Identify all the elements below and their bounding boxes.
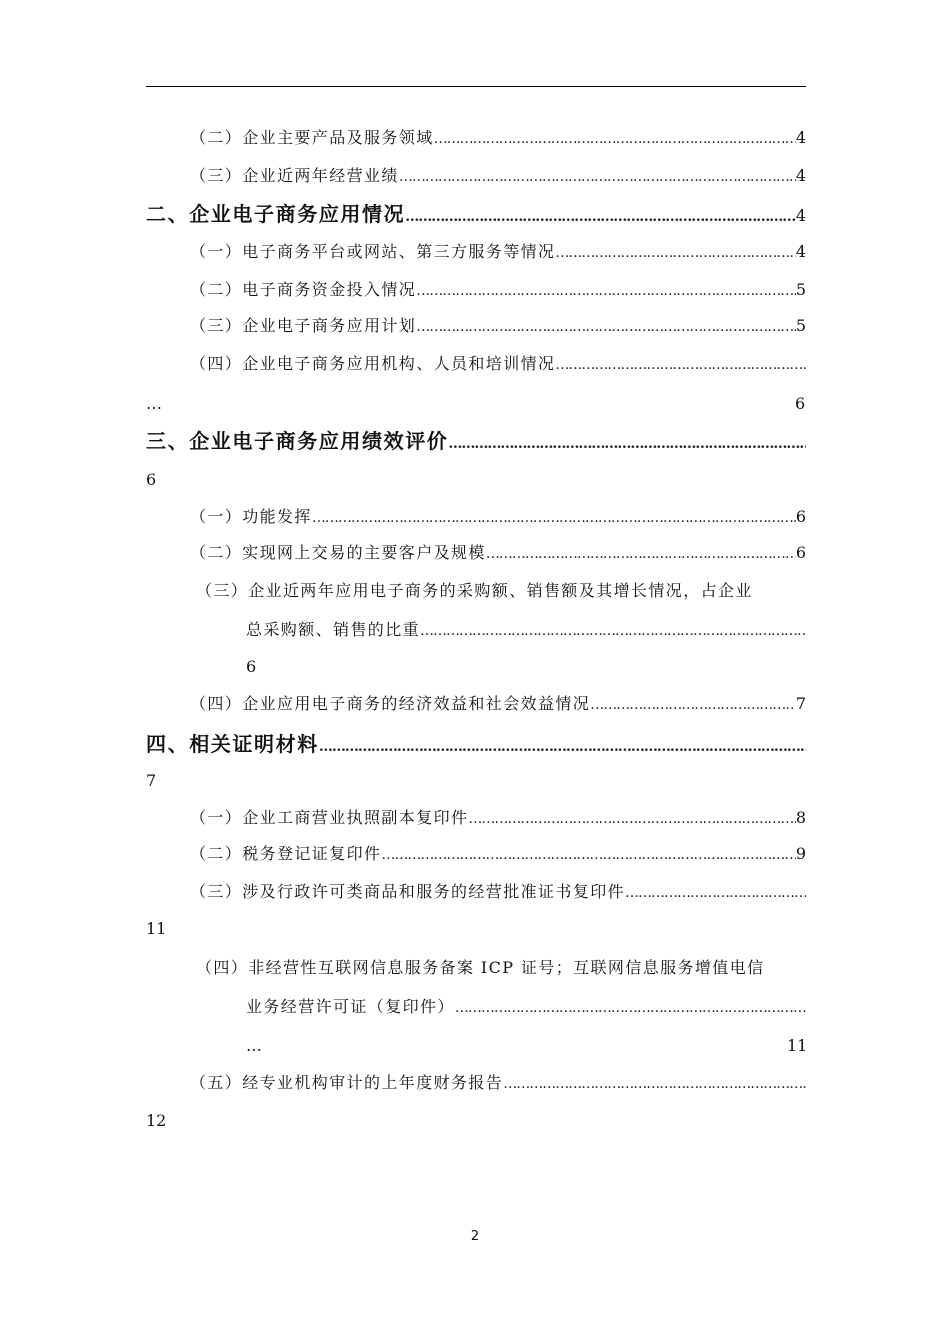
toc-entry-label: （五）经专业机构审计的上年度财务报告: [190, 1073, 504, 1092]
toc-leader-dots: [468, 804, 795, 833]
toc-entry[interactable]: [190, 803, 806, 833]
toc-page-number: 4: [795, 128, 806, 147]
toc-entry[interactable]: [190, 311, 806, 341]
toc-leader-dots-wrap: …: [246, 1036, 262, 1055]
toc-entry-label[interactable]: （四）非经营性互联网信息服务备案 ICP 证号；互联网信息服务增值电信: [196, 958, 765, 977]
toc-leader-dots: [381, 840, 795, 869]
toc-entry-label: （二）企业主要产品及服务领域: [190, 128, 434, 147]
toc-entry-label: （三）涉及行政许可类商品和服务的经营批准证书复印件: [190, 882, 626, 901]
toc-page-number: 6: [795, 543, 806, 562]
toc-leader-dots: [448, 429, 806, 456]
toc-section-heading[interactable]: [146, 199, 806, 229]
toc-leader-dots: [312, 503, 796, 532]
toc-leader-dots: [555, 238, 795, 267]
toc-entry-label: （二）实现网上交易的主要客户及规模: [190, 543, 486, 562]
toc-entry[interactable]: [190, 237, 806, 267]
toc-leader-dots: [434, 124, 796, 153]
toc-entry[interactable]: [246, 992, 806, 1022]
toc-leader-dots: [455, 993, 806, 1022]
toc-page-number: 4: [795, 206, 806, 225]
toc-entry-label: （三）企业近两年经营业绩: [190, 166, 399, 185]
toc-leader-dots: [555, 350, 806, 379]
toc-page-number: 5: [795, 316, 806, 335]
toc-page-number: 6: [146, 470, 157, 489]
toc-leader-dots: [416, 312, 796, 341]
toc-entry-label: （一）电子商务平台或网站、第三方服务等情况: [190, 242, 556, 261]
toc-leader-dots: [625, 878, 806, 907]
toc-page-number: 11: [146, 919, 167, 938]
toc-entry[interactable]: [190, 275, 806, 305]
toc-leader-dots: [503, 1069, 806, 1098]
toc-entry-label: （四）企业电子商务应用机构、人员和培训情况: [190, 354, 556, 373]
toc-entry[interactable]: [190, 349, 806, 379]
toc-page-number: 6: [246, 657, 257, 676]
toc-entry[interactable]: [246, 615, 806, 645]
toc-leader-dots-wrap: …: [146, 394, 162, 413]
toc-entry[interactable]: [190, 689, 806, 719]
toc-leader-dots: [405, 202, 796, 229]
toc-page-number: 6: [795, 507, 806, 526]
toc-entry-label: （四）企业应用电子商务的经济效益和社会效益情况: [190, 694, 591, 713]
toc-entry-label: （三）企业电子商务应用计划: [190, 316, 417, 335]
toc-page-number: 11: [787, 1036, 808, 1055]
toc-leader-dots: [319, 732, 806, 759]
toc-entry-label: （二）电子商务资金投入情况: [190, 280, 417, 299]
toc-entry[interactable]: [190, 123, 806, 153]
toc-page-number: 6: [795, 394, 806, 413]
toc-leader-dots: [486, 539, 796, 568]
toc-section-heading[interactable]: [146, 426, 806, 456]
toc-entry-label: 二、企业电子商务应用情况: [146, 202, 406, 226]
toc-entry[interactable]: [190, 877, 806, 907]
toc-section-heading[interactable]: [146, 729, 806, 759]
toc-page-number: 8: [795, 808, 806, 827]
toc-page-number: 7: [795, 694, 806, 713]
toc-page-number: 7: [146, 771, 157, 790]
header-rule: [146, 86, 806, 87]
toc-entry-label: 三、企业电子商务应用绩效评价: [146, 429, 449, 453]
toc-leader-dots: [416, 276, 796, 305]
toc-page-number: 9: [795, 844, 806, 863]
toc-entry-label: 总采购额、销售的比重: [246, 620, 421, 639]
toc-entry-label: 四、相关证明材料: [146, 732, 319, 756]
toc-entry[interactable]: [190, 161, 806, 191]
toc-entry[interactable]: [190, 538, 806, 568]
toc-page-number: 4: [795, 242, 806, 261]
toc-entry[interactable]: [190, 502, 806, 532]
toc-entry-label[interactable]: （三）企业近两年应用电子商务的采购额、销售额及其增长情况，占企业: [196, 581, 753, 600]
toc-entry-label: （一）功能发挥: [190, 507, 312, 526]
toc-entry-label: 业务经营许可证（复印件）: [246, 997, 455, 1016]
toc-page-number: 4: [795, 166, 806, 185]
page-number-footer: 2: [470, 1229, 480, 1244]
toc-leader-dots: [420, 616, 806, 645]
toc-entry[interactable]: [190, 1068, 806, 1098]
toc-page-number: 12: [146, 1111, 167, 1130]
toc-leader-dots: [399, 162, 796, 191]
toc-page-number: 5: [795, 280, 806, 299]
toc-entry-label: （二）税务登记证复印件: [190, 844, 382, 863]
toc-leader-dots: [590, 690, 796, 719]
toc-entry[interactable]: [190, 839, 806, 869]
toc-entry-label: （一）企业工商营业执照副本复印件: [190, 808, 469, 827]
